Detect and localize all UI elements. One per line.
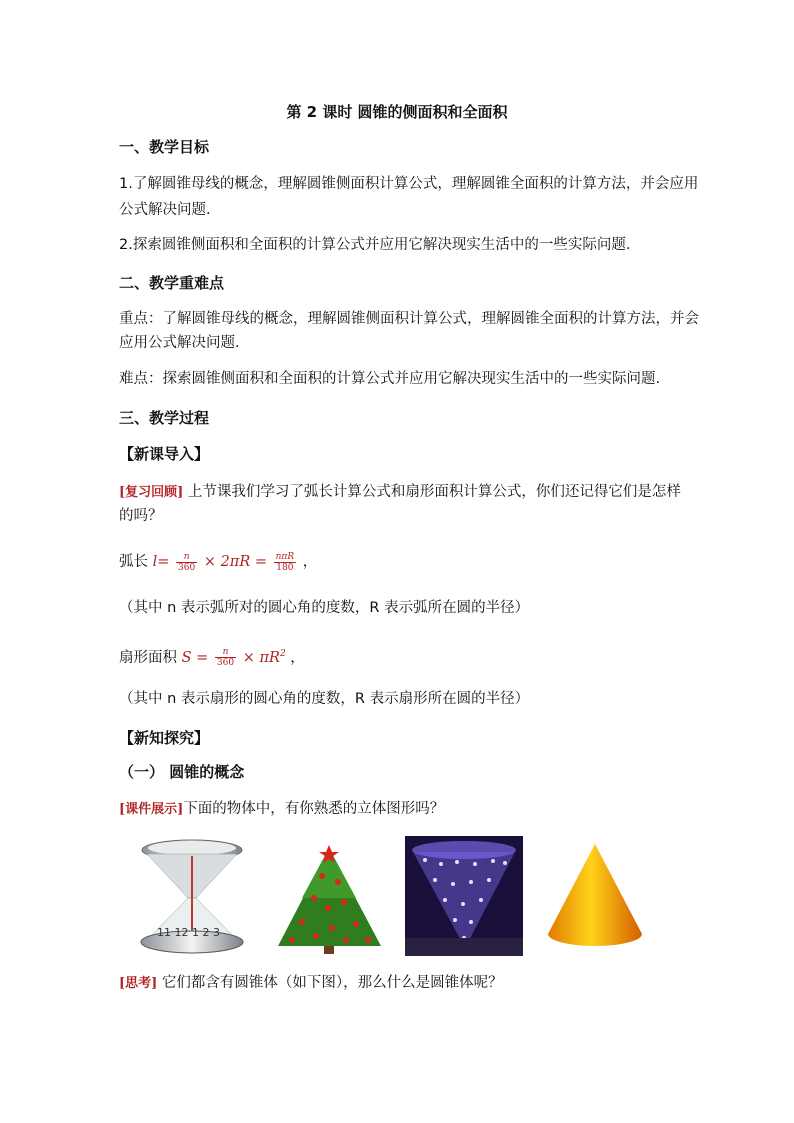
goal1-line1: 1.了解圆锥母线的概念，理解圆锥侧面积计算公式，理解圆锥全面积的计算方法，并会应用 xyxy=(119,176,699,192)
cone-image xyxy=(544,836,646,956)
arc-note: （其中 n 表示弧所对的圆心角的度数，R 表示弧所在圆的半径） xyxy=(119,600,530,616)
sub1-heading: （一） 圆锥的概念 xyxy=(119,763,245,781)
sector-var: S = xyxy=(181,649,209,666)
page-title: 第 2 课时 圆锥的侧面积和全面积 xyxy=(286,103,508,121)
sector-note: （其中 n 表示扇形的圆心角的度数，R 表示扇形所在圆的半径） xyxy=(119,691,530,707)
arc-frac-1: $\frac{n}{360}$ xyxy=(178,551,196,573)
show-line xyxy=(119,799,444,820)
sector-end: ， xyxy=(290,649,305,666)
arc-mid: × 2πR = xyxy=(203,554,268,570)
key-heading: 二、教学重难点 xyxy=(119,274,225,292)
arc-var: l= xyxy=(152,554,170,570)
think-line xyxy=(119,973,503,994)
sector-formula xyxy=(119,641,305,671)
sector-sup: 2 xyxy=(279,649,286,659)
sector-mid: × πR xyxy=(242,649,280,666)
chandelier-image xyxy=(405,836,523,956)
explore-heading: 【新知探究】 xyxy=(119,729,210,747)
think-text: 它们都含有圆锥体（如下图），那么什么是圆锥体呢？ xyxy=(157,975,503,991)
goal2: 2.探索圆锥侧面积和全面积的计算公式并应用它解决现实生活中的一些实际问题. xyxy=(119,237,631,253)
difficulty: 难点：探索圆锥侧面积和全面积的计算公式并应用它解决现实生活中的一些实际问题. xyxy=(119,371,661,387)
show-text: 下面的物体中，有你熟悉的立体图形吗？ xyxy=(183,801,445,817)
goal1-line2: 公式解决问题. xyxy=(119,202,211,218)
review-text: 上节课我们学习了弧长计算公式和扇形面积计算公式，你们还记得它们是怎样 xyxy=(187,484,681,500)
review-tag: [复习回顾] xyxy=(119,485,184,500)
review-line1 xyxy=(119,482,681,503)
think-tag: [思考] xyxy=(119,976,158,991)
key-line1: 重点：了解圆锥母线的概念，理解圆锥侧面积计算公式，理解圆锥全面积的计算方法，并会 xyxy=(119,311,699,327)
sector-label: 扇形面积 xyxy=(119,649,177,666)
process-heading: 三、教学过程 xyxy=(119,409,210,427)
goals-heading: 一、教学目标 xyxy=(119,138,210,156)
arc-end: ， xyxy=(302,554,318,570)
arc-formula xyxy=(119,549,317,575)
svg-text:11 12 1 2 3: 11 12 1 2 3 xyxy=(157,926,220,939)
arc-frac-2: $\frac{\text{nπR}}{180}$ xyxy=(275,551,295,573)
intro-heading: 【新课导入】 xyxy=(119,445,210,463)
sector-frac: $\frac{n}{360}$ xyxy=(216,647,235,669)
arc-label: 弧长 xyxy=(119,554,148,570)
show-tag: [课件展示] xyxy=(119,802,184,817)
review-line2: 的吗？ xyxy=(119,508,163,524)
key-line2: 应用公式解决问题. xyxy=(119,335,240,351)
hourglass-clock-image xyxy=(139,836,245,956)
christmas-tree-image xyxy=(272,836,387,956)
